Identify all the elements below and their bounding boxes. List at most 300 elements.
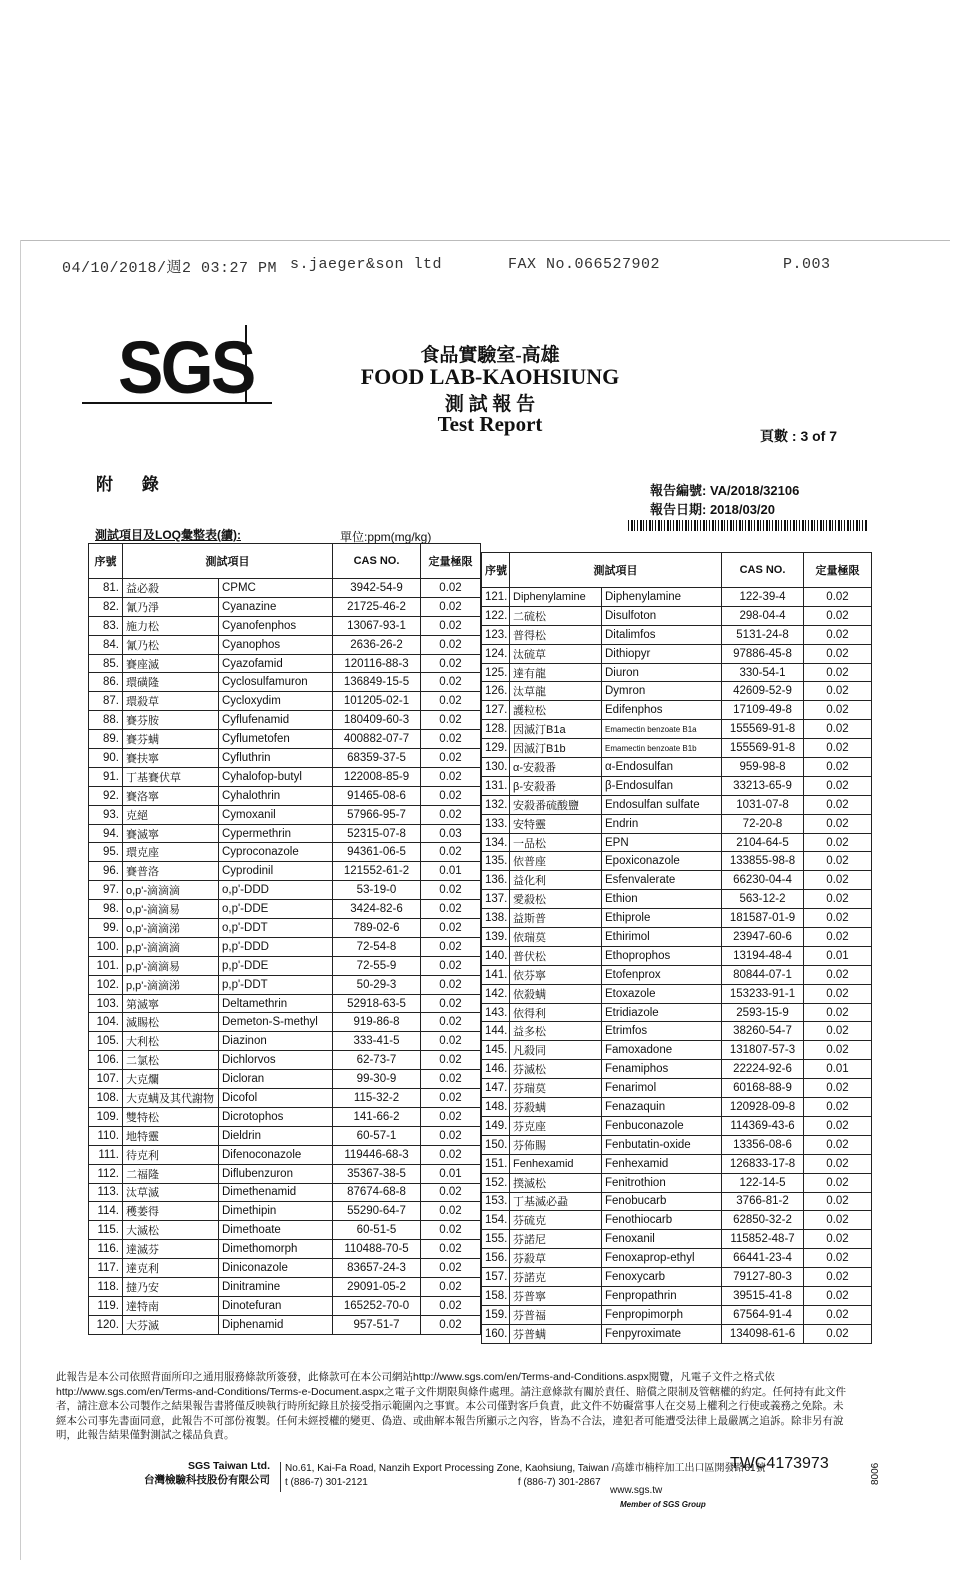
loq-value: 0.02	[421, 1259, 481, 1278]
barcode	[628, 520, 868, 531]
cas-number: 165252-70-0	[333, 1296, 421, 1315]
item-name-en: Cyproconazole	[219, 843, 333, 862]
item-name-en: Disulfoton	[602, 606, 722, 625]
side-number: 8006	[870, 1462, 881, 1485]
unit-label: 單位:ppm(mg/kg)	[340, 530, 432, 544]
item-name-zh: 環克座	[123, 843, 219, 862]
item-name-zh: 大克爛	[123, 1070, 219, 1089]
item-name-zh: 二硫松	[510, 606, 602, 625]
fax-page: P.003	[783, 256, 831, 273]
item-name-zh: 依普座	[510, 852, 602, 871]
loq-value: 0.02	[421, 692, 481, 711]
page-count: 頁數 : 3 of 7	[760, 428, 838, 444]
loq-value: 0.01	[804, 946, 872, 965]
loq-value: 0.02	[421, 1013, 481, 1032]
item-name-en: Cyfluthrin	[219, 749, 333, 768]
cas-number: 330-54-1	[722, 663, 804, 682]
item-name-zh: Fenhexamid	[510, 1154, 602, 1173]
item-name-en: Fenothiocarb	[602, 1211, 722, 1230]
item-name-zh: 賽芬螨	[123, 730, 219, 749]
table-row	[89, 881, 481, 900]
page-top-edge	[20, 240, 950, 241]
cas-number: 959-98-8	[722, 758, 804, 777]
loq-value: 0.02	[421, 1240, 481, 1259]
table-row	[482, 871, 872, 890]
table-row	[89, 1126, 481, 1145]
item-name-en: Diniconazole	[219, 1259, 333, 1278]
row-number: 122.	[482, 606, 510, 625]
loq-value: 0.03	[421, 824, 481, 843]
loq-value: 0.02	[804, 984, 872, 1003]
row-number: 98.	[89, 900, 123, 919]
item-name-en: Edifenphos	[602, 701, 722, 720]
cas-number: 23947-60-6	[722, 928, 804, 947]
cas-number: 83657-24-3	[333, 1259, 421, 1278]
item-name-en: Famoxadone	[602, 1041, 722, 1060]
table-row	[482, 890, 872, 909]
cas-number: 60168-88-9	[722, 1079, 804, 1098]
loq-value: 0.02	[804, 814, 872, 833]
item-name-zh: 第滅寧	[123, 994, 219, 1013]
item-name-zh: o,p'-滴滴滴	[123, 881, 219, 900]
item-name-zh: 二氯松	[123, 1051, 219, 1070]
item-name-zh: 撲滅松	[510, 1173, 602, 1192]
row-number: 95.	[89, 843, 123, 862]
row-number: 96.	[89, 862, 123, 881]
row-number: 89.	[89, 730, 123, 749]
loq-table-right	[481, 552, 872, 1344]
table-row	[482, 1003, 872, 1022]
item-name-zh: 芬諾克	[510, 1268, 602, 1287]
item-name-zh: 汰草滅	[123, 1183, 219, 1202]
table-row	[482, 1135, 872, 1154]
item-name-zh: 環殺草	[123, 692, 219, 711]
item-name-zh: 普伏松	[510, 946, 602, 965]
item-name-zh: 達滅芬	[123, 1240, 219, 1259]
row-number: 135.	[482, 852, 510, 871]
item-name-zh: 一品松	[510, 833, 602, 852]
loq-table-left	[88, 543, 481, 1335]
report-number: 報告編號: VA/2018/32106	[650, 483, 800, 498]
cas-number: 57966-95-7	[333, 805, 421, 824]
item-name-zh: p,p'-滴滴涕	[123, 975, 219, 994]
item-name-en: p,p'-DDE	[219, 956, 333, 975]
table-row	[482, 1249, 872, 1268]
table-row	[89, 579, 481, 598]
loq-value: 0.02	[804, 720, 872, 739]
cas-number: 5131-24-8	[722, 625, 804, 644]
row-number: 138.	[482, 909, 510, 928]
item-name-zh: 賽芬胺	[123, 711, 219, 730]
item-name-zh: 益化利	[510, 871, 602, 890]
cas-number: 153233-91-1	[722, 984, 804, 1003]
row-number: 121.	[482, 588, 510, 607]
loq-value: 0.02	[804, 588, 872, 607]
item-name-zh: 施力松	[123, 616, 219, 635]
loq-value: 0.02	[421, 749, 481, 768]
table-row	[89, 937, 481, 956]
table-row	[482, 701, 872, 720]
table-row	[482, 946, 872, 965]
item-name-zh: 滅賜松	[123, 1013, 219, 1032]
table-row	[482, 1060, 872, 1079]
loq-value: 0.02	[804, 965, 872, 984]
item-name-zh: 大芬滅	[123, 1315, 219, 1334]
item-name-zh: 芬殺草	[510, 1249, 602, 1268]
table-row	[89, 1277, 481, 1296]
row-number: 90.	[89, 749, 123, 768]
loq-value: 0.02	[421, 730, 481, 749]
row-number: 123.	[482, 625, 510, 644]
row-number: 129.	[482, 739, 510, 758]
item-name-zh: 芬普寧	[510, 1286, 602, 1305]
table-row	[482, 1211, 872, 1230]
item-name-en: Epoxiconazole	[602, 852, 722, 871]
row-number: 109.	[89, 1107, 123, 1126]
row-number: 125.	[482, 663, 510, 682]
table-row	[89, 1051, 481, 1070]
item-name-en: Ethiprole	[602, 909, 722, 928]
item-name-en: Fenoxanil	[602, 1230, 722, 1249]
item-name-en: p,p'-DDD	[219, 937, 333, 956]
item-name-en: Etofenprox	[602, 965, 722, 984]
row-number: 114.	[89, 1202, 123, 1221]
cas-number: 122-14-5	[722, 1173, 804, 1192]
item-name-zh: p,p'-滴滴滴	[123, 937, 219, 956]
row-number: 124.	[482, 644, 510, 663]
loq-value: 0.02	[421, 900, 481, 919]
loq-value: 0.02	[804, 1211, 872, 1230]
loq-value: 0.02	[421, 1202, 481, 1221]
cas-number: 119446-68-3	[333, 1145, 421, 1164]
loq-value: 0.02	[804, 1116, 872, 1135]
loq-value: 0.02	[804, 1041, 872, 1060]
loq-value: 0.02	[421, 597, 481, 616]
row-number: 145.	[482, 1041, 510, 1060]
table-row	[482, 588, 872, 607]
header-no: 序號	[482, 553, 510, 588]
table-row	[482, 1098, 872, 1117]
cas-number: 298-04-4	[722, 606, 804, 625]
item-name-zh: 賽座滅	[123, 654, 219, 673]
row-number: 149.	[482, 1116, 510, 1135]
item-name-en: β-Endosulfan	[602, 776, 722, 795]
loq-value: 0.02	[804, 776, 872, 795]
loq-value: 0.02	[421, 767, 481, 786]
item-name-en: o,p'-DDD	[219, 881, 333, 900]
company-block	[130, 1460, 270, 1487]
cas-number: 122008-85-9	[333, 767, 421, 786]
loq-value: 0.02	[804, 1098, 872, 1117]
cas-number: 563-12-2	[722, 890, 804, 909]
cas-number: 2593-15-9	[722, 1003, 804, 1022]
item-name-zh: 汰草龍	[510, 682, 602, 701]
cas-number: 13356-08-6	[722, 1135, 804, 1154]
cas-number: 55290-64-7	[333, 1202, 421, 1221]
row-number: 126.	[482, 682, 510, 701]
cas-number: 50-29-3	[333, 975, 421, 994]
item-name-en: o,p'-DDT	[219, 919, 333, 938]
item-name-en: Fenbuconazole	[602, 1116, 722, 1135]
item-name-zh: 因滅汀B1a	[510, 720, 602, 739]
item-name-zh: 大克螨及其代謝物	[123, 1089, 219, 1108]
row-number: 147.	[482, 1079, 510, 1098]
table-row	[482, 1268, 872, 1287]
row-number: 132.	[482, 795, 510, 814]
row-number: 100.	[89, 937, 123, 956]
row-number: 83.	[89, 616, 123, 635]
item-name-zh: 二福隆	[123, 1164, 219, 1183]
table-row	[89, 862, 481, 881]
item-name-en: Diazinon	[219, 1032, 333, 1051]
cas-number: 131807-57-3	[722, 1041, 804, 1060]
table-row	[89, 767, 481, 786]
title-en: FOOD LAB-KAOHSIUNG	[360, 364, 620, 389]
cas-number: 35367-38-5	[333, 1164, 421, 1183]
loq-value: 0.01	[421, 862, 481, 881]
item-name-zh: 依殺螨	[510, 984, 602, 1003]
table-subtitle: 測試項目及LOQ彙整表(續):	[95, 528, 241, 542]
table-row	[482, 739, 872, 758]
row-number: 102.	[89, 975, 123, 994]
item-name-en: EPN	[602, 833, 722, 852]
header-cas: CAS NO.	[333, 544, 421, 579]
header-item: 測試項目	[123, 544, 333, 579]
row-number: 108.	[89, 1089, 123, 1108]
document-id: TWC4173973	[730, 1455, 829, 1472]
row-number: 134.	[482, 833, 510, 852]
cas-number: 38260-54-7	[722, 1022, 804, 1041]
loq-value: 0.02	[421, 654, 481, 673]
member-text: Member of SGS Group	[620, 1500, 706, 1509]
loq-value: 0.02	[804, 663, 872, 682]
table-row	[89, 1032, 481, 1051]
company-tel: t (886-7) 301-2121	[285, 1477, 368, 1488]
loq-value: 0.02	[804, 909, 872, 928]
table-row	[482, 1305, 872, 1324]
item-name-zh: 大滅松	[123, 1221, 219, 1240]
table-row	[482, 814, 872, 833]
company-address: No.61, Kai-Fa Road, Nanzih Export Processing Zone, Kaohsiung, Taiwan /高雄市楠梓加工出口區開發路61號	[285, 1463, 766, 1474]
table-row	[89, 1013, 481, 1032]
table-row	[89, 1089, 481, 1108]
table-row	[89, 900, 481, 919]
cas-number: 115852-48-7	[722, 1230, 804, 1249]
page-left-edge	[20, 240, 21, 1560]
item-name-en: Emamectin benzoate B1b	[602, 739, 722, 758]
table-row	[482, 776, 872, 795]
item-name-en: Etoxazole	[602, 984, 722, 1003]
item-name-en: Difenoconazole	[219, 1145, 333, 1164]
item-name-en: Cycloxydim	[219, 692, 333, 711]
item-name-en: Cyanazine	[219, 597, 333, 616]
item-name-en: Dicloran	[219, 1070, 333, 1089]
cas-number: 126833-17-8	[722, 1154, 804, 1173]
item-name-en: Dithiopyr	[602, 644, 722, 663]
loq-value: 0.02	[804, 1173, 872, 1192]
table-row	[482, 758, 872, 777]
loq-value: 0.02	[804, 701, 872, 720]
cas-number: 3766-81-2	[722, 1192, 804, 1211]
item-name-zh: 芬克座	[510, 1116, 602, 1135]
table-row	[89, 1315, 481, 1334]
title-zh: 食品實驗室-高雄	[420, 345, 560, 366]
cas-number: 87674-68-8	[333, 1183, 421, 1202]
loq-value: 0.02	[804, 1079, 872, 1098]
row-number: 84.	[89, 635, 123, 654]
terms-text: 此報告是本公司依照背面所印之通用服務條款所簽發，此條款可在本公司網站http://www.sgs.com/en/Terms-and-Conditions.aspx閱覽，凡電子文件之格式依http://www.sgs.com/en/Terms-and-Conditions/Terms-e-Document.aspx之電子文件期限與條件處理。請注意條款有關於責任、賠償之限制及管轄權的約定。任何持有此文件者，請注意本公司製作之結果報告書將僅反映執行時所紀錄且於接受指示範圍內之事實。本公司僅對客戶負責，此文件不妨礙當事人在交易上權利之行使或義務之免除。未經本公司事先書面同意，此報告不可部份複製。任何未經授權的變更、偽造、或曲解本報告所顯示之內容，皆為不合法，違犯者可能遭受法律上最嚴厲之追訴。除非另有說明，此報告結果僅對測試之樣品負責。	[56, 1371, 846, 1441]
loq-value: 0.02	[421, 805, 481, 824]
loq-value: 0.02	[804, 625, 872, 644]
row-number: 139.	[482, 928, 510, 947]
item-name-zh: 芬硫克	[510, 1211, 602, 1230]
row-number: 155.	[482, 1230, 510, 1249]
item-name-en: Diphenylamine	[602, 588, 722, 607]
cas-number: 42609-52-9	[722, 682, 804, 701]
item-name-zh: 達特南	[123, 1296, 219, 1315]
company-name-zh: 台灣檢驗科技股份有限公司	[144, 1474, 270, 1486]
item-name-en: Esfenvalerate	[602, 871, 722, 890]
item-name-en: Fenobucarb	[602, 1192, 722, 1211]
item-name-en: Cyanofenphos	[219, 616, 333, 635]
cas-number: 60-51-5	[333, 1221, 421, 1240]
item-name-en: Ethirimol	[602, 928, 722, 947]
item-name-zh: 普得松	[510, 625, 602, 644]
item-name-en: Fenhexamid	[602, 1154, 722, 1173]
row-number: 148.	[482, 1098, 510, 1117]
report-zh: 測 試 報 告	[444, 394, 536, 415]
row-number: 152.	[482, 1173, 510, 1192]
table-row	[89, 1164, 481, 1183]
item-name-zh: 芬殺螨	[510, 1098, 602, 1117]
item-name-zh: 依瑞莫	[510, 928, 602, 947]
table-row	[89, 1183, 481, 1202]
row-number: 151.	[482, 1154, 510, 1173]
item-name-zh: 氰乃淨	[123, 597, 219, 616]
item-name-en: Dinotefuran	[219, 1296, 333, 1315]
table-row	[89, 975, 481, 994]
item-name-en: Fenpropimorph	[602, 1305, 722, 1324]
item-name-zh: 地特靈	[123, 1126, 219, 1145]
item-name-zh: 汰硫草	[510, 644, 602, 663]
table-row	[482, 1079, 872, 1098]
loq-value: 0.02	[804, 871, 872, 890]
item-name-zh: p,p'-滴滴易	[123, 956, 219, 975]
item-name-zh: 待克利	[123, 1145, 219, 1164]
logo-rule	[82, 402, 272, 404]
cas-number: 789-02-6	[333, 919, 421, 938]
table-row	[482, 1022, 872, 1041]
table-row	[89, 711, 481, 730]
item-name-zh: 愛殺松	[510, 890, 602, 909]
loq-value: 0.02	[421, 1221, 481, 1240]
cas-number: 114369-43-6	[722, 1116, 804, 1135]
table-row	[482, 1041, 872, 1060]
item-name-en: Dimethoate	[219, 1221, 333, 1240]
item-name-en: Cyflumetofen	[219, 730, 333, 749]
item-name-en: Cyhalofop-butyl	[219, 767, 333, 786]
table-row	[89, 824, 481, 843]
item-name-en: Ditalimfos	[602, 625, 722, 644]
row-number: 88.	[89, 711, 123, 730]
table-row	[89, 654, 481, 673]
item-name-en: Fenitrothion	[602, 1173, 722, 1192]
row-number: 106.	[89, 1051, 123, 1070]
item-name-en: p,p'-DDT	[219, 975, 333, 994]
item-name-en: o,p'-DDE	[219, 900, 333, 919]
table-row	[482, 644, 872, 663]
loq-value: 0.02	[421, 919, 481, 938]
fax-sender: s.jaeger&son ltd	[290, 256, 443, 273]
item-name-zh: 大利松	[123, 1032, 219, 1051]
loq-value: 0.02	[421, 956, 481, 975]
item-name-zh: α-安殺番	[510, 758, 602, 777]
cas-number: 2104-64-5	[722, 833, 804, 852]
item-name-zh: 賽扶寧	[123, 749, 219, 768]
logo-bar	[245, 325, 247, 403]
item-name-zh: 安特靈	[510, 814, 602, 833]
item-name-zh: 達克利	[123, 1259, 219, 1278]
item-name-zh: 芬佈賜	[510, 1135, 602, 1154]
loq-value: 0.02	[804, 1022, 872, 1041]
row-number: 104.	[89, 1013, 123, 1032]
cas-number: 13194-48-4	[722, 946, 804, 965]
item-name-en: Etrimfos	[602, 1022, 722, 1041]
row-number: 82.	[89, 597, 123, 616]
row-number: 107.	[89, 1070, 123, 1089]
loq-value: 0.02	[804, 890, 872, 909]
row-number: 140.	[482, 946, 510, 965]
loq-value: 0.01	[421, 1164, 481, 1183]
table-row	[89, 673, 481, 692]
loq-value: 0.02	[804, 1230, 872, 1249]
cas-number: 141-66-2	[333, 1107, 421, 1126]
header-cas: CAS NO.	[722, 553, 804, 588]
address-divider	[280, 1462, 281, 1492]
loq-value: 0.02	[804, 1324, 872, 1343]
loq-value: 0.02	[804, 1192, 872, 1211]
row-number: 94.	[89, 824, 123, 843]
item-name-en: α-Endosulfan	[602, 758, 722, 777]
table-row	[482, 1286, 872, 1305]
table-row	[89, 616, 481, 635]
item-name-zh: 撻乃安	[123, 1277, 219, 1296]
row-number: 117.	[89, 1259, 123, 1278]
item-name-en: Ethoprophos	[602, 946, 722, 965]
item-name-en: Fenpyroximate	[602, 1324, 722, 1343]
item-name-en: Dichlorvos	[219, 1051, 333, 1070]
item-name-en: Dicofol	[219, 1089, 333, 1108]
table-row	[482, 984, 872, 1003]
table-row	[482, 606, 872, 625]
cas-number: 68359-37-5	[333, 749, 421, 768]
loq-value: 0.02	[804, 852, 872, 871]
item-name-en: Fenoxycarb	[602, 1268, 722, 1287]
item-name-en: Diuron	[602, 663, 722, 682]
row-number: 81.	[89, 579, 123, 598]
table-row	[482, 909, 872, 928]
row-number: 99.	[89, 919, 123, 938]
header-loq: 定量極限	[804, 553, 872, 588]
item-name-en: Cyhalothrin	[219, 786, 333, 805]
cas-number: 919-86-8	[333, 1013, 421, 1032]
loq-value: 0.02	[804, 1268, 872, 1287]
cas-number: 120116-88-3	[333, 654, 421, 673]
row-number: 159.	[482, 1305, 510, 1324]
cas-number: 52315-07-8	[333, 824, 421, 843]
item-name-zh: 芬瑞莫	[510, 1079, 602, 1098]
loq-value: 0.02	[421, 711, 481, 730]
